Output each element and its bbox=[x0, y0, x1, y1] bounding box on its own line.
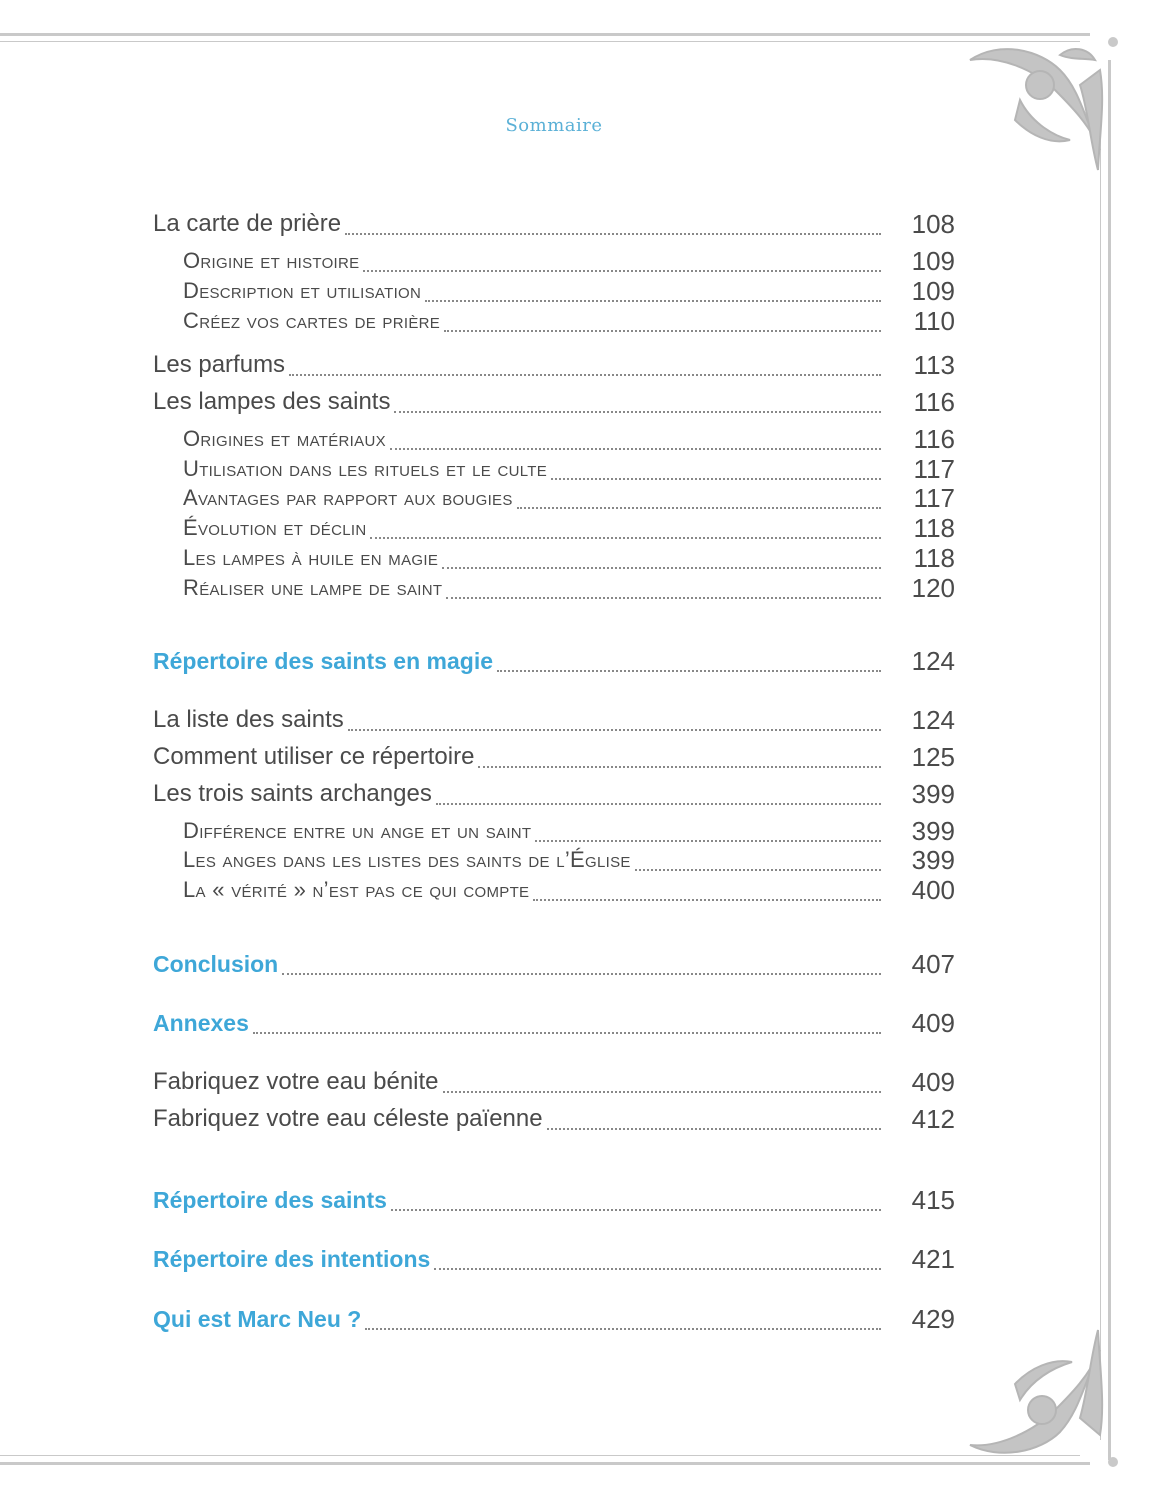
toc-entry-page: 400 bbox=[911, 875, 955, 905]
toc-entry-label: Origines et matériaux bbox=[183, 426, 386, 451]
toc-section-label: Qui est Marc Neu ? bbox=[153, 1306, 362, 1332]
toc-section-label: Annexes bbox=[153, 1010, 249, 1036]
dot-leader bbox=[444, 300, 881, 332]
dot-leader bbox=[533, 869, 881, 901]
toc-entry-label: Origine et histoire bbox=[183, 248, 360, 273]
toc-subentry[interactable] bbox=[183, 871, 955, 905]
frame-right-line-inner bbox=[1100, 80, 1101, 1440]
frame-top-line-inner bbox=[0, 41, 1080, 42]
toc-section-label: Répertoire des intentions bbox=[153, 1246, 431, 1272]
toc-entry-page: 399 bbox=[911, 845, 955, 875]
toc-entry[interactable] bbox=[153, 738, 955, 772]
toc-entry-page: 399 bbox=[911, 816, 955, 846]
toc-entry-page: 113 bbox=[913, 350, 955, 380]
toc-entry-page: 409 bbox=[911, 1067, 955, 1097]
dot-leader bbox=[253, 1002, 881, 1034]
toc-section[interactable] bbox=[153, 642, 955, 676]
toc-entry-label: Créez vos cartes de prière bbox=[183, 308, 441, 333]
toc-entry-label: Réaliser une lampe de saint bbox=[183, 575, 443, 600]
toc-entry-page: 409 bbox=[911, 1008, 955, 1038]
bottom-right-ornament-icon bbox=[960, 1310, 1125, 1480]
toc-entry-label: Les anges dans les listes des saints de l’Église bbox=[183, 847, 631, 872]
toc-entry-label: Avantages par rapport aux bougies bbox=[183, 485, 513, 510]
toc-section-label: Répertoire des saints bbox=[153, 1187, 387, 1213]
toc-entry[interactable] bbox=[153, 383, 955, 417]
toc-subentry[interactable] bbox=[183, 302, 955, 336]
toc-entry[interactable] bbox=[153, 205, 955, 239]
toc-entry-page: 109 bbox=[911, 276, 955, 306]
dot-leader bbox=[282, 943, 881, 975]
dot-leader bbox=[635, 839, 881, 871]
frame-top-line bbox=[0, 33, 1090, 36]
dot-leader bbox=[365, 1298, 881, 1330]
dot-leader bbox=[443, 1061, 881, 1093]
toc-entry-label: Description et utilisation bbox=[183, 278, 422, 303]
toc-entry-page: 415 bbox=[911, 1185, 955, 1215]
toc-entry[interactable] bbox=[153, 701, 955, 735]
toc-section[interactable] bbox=[153, 1300, 955, 1334]
dot-leader bbox=[363, 240, 881, 272]
dot-leader bbox=[391, 1179, 881, 1211]
toc-entry-label: La « vérité » n’est pas ce qui compte bbox=[183, 877, 530, 902]
dot-leader bbox=[497, 640, 881, 672]
toc-section[interactable] bbox=[153, 1181, 955, 1215]
toc-entry[interactable] bbox=[153, 1100, 955, 1134]
toc-entry-page: 125 bbox=[911, 742, 955, 772]
top-right-ornament-icon bbox=[960, 30, 1125, 190]
dot-leader bbox=[442, 537, 881, 569]
dot-leader bbox=[289, 344, 881, 376]
toc-entry[interactable] bbox=[153, 1063, 955, 1097]
toc-entry-page: 110 bbox=[913, 306, 955, 336]
toc-entry-page: 407 bbox=[911, 949, 955, 979]
toc-entry-label: La liste des saints bbox=[153, 706, 344, 733]
dot-leader bbox=[345, 203, 881, 235]
toc-entry-label: Les parfums bbox=[153, 351, 286, 378]
frame-right-line bbox=[1108, 60, 1111, 1460]
toc-entry-page: 124 bbox=[911, 705, 955, 735]
toc-entry-page: 421 bbox=[911, 1244, 955, 1274]
dot-leader bbox=[436, 773, 881, 805]
toc-entry[interactable] bbox=[153, 346, 955, 380]
toc-entry-label: Fabriquez votre eau bénite bbox=[153, 1068, 439, 1095]
toc-entry-page: 118 bbox=[913, 543, 955, 573]
toc-entry-label: Comment utiliser ce répertoire bbox=[153, 743, 475, 770]
toc-entry-page: 116 bbox=[913, 387, 955, 417]
toc-section[interactable] bbox=[153, 945, 955, 979]
frame-bottom-line bbox=[0, 1462, 1090, 1465]
toc-entry-page: 109 bbox=[911, 246, 955, 276]
toc-entry-label: Fabriquez votre eau céleste païenne bbox=[153, 1105, 543, 1132]
toc-subentry[interactable] bbox=[183, 569, 955, 603]
dot-leader bbox=[394, 381, 881, 413]
toc-entry-label: Utilisation dans les rituels et le culte bbox=[183, 456, 548, 481]
toc-section[interactable] bbox=[153, 1240, 955, 1274]
frame-bottom-line-inner bbox=[0, 1455, 1080, 1456]
dot-leader bbox=[551, 448, 881, 480]
dot-leader bbox=[425, 270, 881, 302]
toc-entry-label: Différence entre un ange et un saint bbox=[183, 818, 532, 843]
dot-leader bbox=[478, 736, 881, 768]
toc-entry-page: 116 bbox=[913, 424, 955, 454]
toc-section[interactable] bbox=[153, 1004, 955, 1038]
toc-entry-label: Les trois saints archanges bbox=[153, 780, 432, 807]
toc-entry-page: 124 bbox=[911, 646, 955, 676]
toc-entry-page: 399 bbox=[911, 779, 955, 809]
toc-section-label: Conclusion bbox=[153, 951, 279, 977]
dot-leader bbox=[535, 810, 881, 842]
toc-entry[interactable] bbox=[153, 775, 955, 809]
toc-entry-label: Évolution et déclin bbox=[183, 515, 367, 540]
toc-entry-page: 412 bbox=[911, 1104, 955, 1134]
toc-entry-label: La carte de prière bbox=[153, 210, 342, 237]
toc-entry-label: Les lampes à huile en magie bbox=[183, 545, 439, 570]
dot-leader bbox=[446, 567, 881, 599]
toc-entry-page: 108 bbox=[911, 209, 955, 239]
dot-leader bbox=[517, 477, 881, 509]
dot-leader bbox=[390, 418, 881, 450]
dot-leader bbox=[547, 1098, 881, 1130]
toc-section-label: Répertoire des saints en magie bbox=[153, 648, 494, 674]
toc-entry-label: Les lampes des saints bbox=[153, 388, 391, 415]
toc-entry-page: 118 bbox=[913, 513, 955, 543]
toc-entry-page: 120 bbox=[911, 573, 955, 603]
dot-leader bbox=[370, 507, 881, 539]
dot-leader bbox=[434, 1238, 881, 1270]
dot-leader bbox=[348, 699, 881, 731]
toc-entry-page: 429 bbox=[911, 1304, 955, 1334]
toc-entry-page: 117 bbox=[913, 483, 955, 513]
page-title: Sommaire bbox=[505, 115, 603, 136]
toc-entry-page: 117 bbox=[913, 454, 955, 484]
